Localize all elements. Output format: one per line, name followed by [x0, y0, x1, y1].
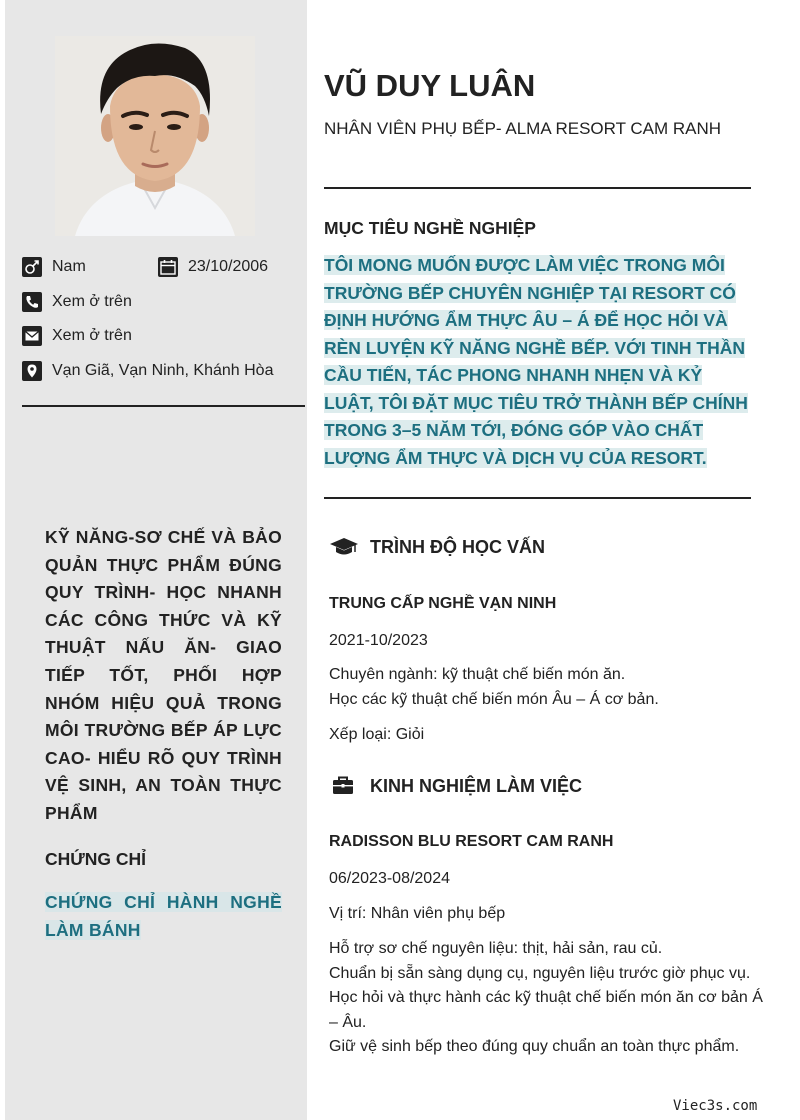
education-heading-label: TRÌNH ĐỘ HỌC VẤN — [370, 536, 545, 557]
experience-duty: Giữ vệ sinh bếp theo đúng quy chuẩn an toàn thực phẩm. — [329, 1038, 740, 1056]
sidebar-divider — [22, 405, 305, 407]
education-major: Chuyên ngành: kỹ thuật chế biến món ăn. — [329, 666, 626, 683]
objective-heading: MỤC TIÊU NGHỀ NGHIỆP — [324, 218, 536, 238]
experience-heading — [329, 774, 582, 798]
candidate-name: VŨ DUY LUÂN — [324, 68, 536, 103]
experience-duty: Hỗ trợ sơ chế nguyên liệu: thịt, hải sản, rau củ. — [329, 940, 663, 957]
header-divider — [324, 187, 751, 189]
education-school: TRUNG CẤP NGHỀ VẠN NINH — [329, 595, 557, 612]
calendar-icon — [158, 257, 178, 277]
objective-text — [324, 252, 754, 472]
watermark: Viec3s.com — [673, 1098, 758, 1114]
experience-company: RADISSON BLU RESORT CAM RANH — [329, 833, 614, 850]
education-heading — [329, 535, 545, 559]
education-grade: Xếp loại: Giỏi — [329, 726, 425, 743]
objective-text-content: TÔI MONG MUỐN ĐƯỢC LÀM VIỆC TRONG MÔI TRƯỜNG BẾP CHUYÊN NGHIỆP TẠI RESORT CÓ ĐỊNH HƯỚNG ẨM THỰC ÂU – Á ĐỂ HỌC HỎI VÀ RÈN LUYỆN KỸ NĂNG NGHỀ BẾP. VỚI TINH THẦN CẦU TIẾN, TÁC PHONG NHANH NHẸN VÀ KỶ LUẬT, TÔI ĐẶT MỤC TIÊU TRỞ THÀNH BẾP CHÍNH TRONG 3–5 NĂM TỚI, ĐÓNG GÓP VÀO CHẤT LƯỢNG ẨM THỰC VÀ DỊCH VỤ CỦA RESORT. — [324, 255, 748, 468]
certificates-heading: CHỨNG CHỈ — [45, 849, 147, 869]
experience-period: 06/2023-08/2024 — [329, 870, 450, 887]
phone-row — [22, 292, 132, 312]
email-row — [22, 326, 132, 346]
address-row — [22, 361, 273, 381]
gender-row — [22, 257, 86, 277]
experience-position: Vị trí: Nhân viên phụ bếp — [329, 905, 506, 922]
job-title: NHÂN VIÊN PHỤ BẾP- ALMA RESORT CAM RANH — [324, 119, 722, 138]
experience-heading-label: KINH NGHIỆM LÀM VIỆC — [370, 775, 583, 796]
email-value: Xem ở trên — [52, 327, 132, 344]
profile-photo — [55, 36, 255, 236]
certificate-item — [45, 889, 282, 944]
experience-duties — [329, 937, 769, 1060]
objective-divider — [324, 497, 751, 499]
birthdate-value: 23/10/2006 — [188, 258, 269, 275]
experience-duty: Học hỏi và thực hành các kỹ thuật chế biến món ăn cơ bản Á – Âu. — [329, 989, 763, 1031]
briefcase-icon — [329, 774, 359, 798]
birthdate-row — [158, 257, 268, 277]
experience-duty: Chuẩn bị sẵn sàng dụng cụ, nguyên liệu trước giờ phục vụ. — [329, 964, 751, 982]
location-pin-icon — [22, 361, 42, 381]
gender-value: Nam — [52, 258, 86, 275]
skills-text: KỸ NĂNG-SƠ CHẾ VÀ BẢO QUẢN THỰC PHẨM ĐÚNG QUY TRÌNH- HỌC NHANH CÁC CÔNG THỨC VÀ KỸ THUẬT NẤU ĂN- GIAO TIẾP TỐT, PHỐI HỢP NHÓM HIỆU QUẢ TRONG MÔI TRƯỜNG BẾP ÁP LỰC CAO- HIỂU RÕ QUY TRÌNH VỆ SINH, AN TOÀN THỰC PHẨM — [45, 527, 282, 823]
gender-icon — [22, 257, 42, 277]
education-study: Học các kỹ thuật chế biến món Âu – Á cơ bản. — [329, 690, 659, 708]
education-details — [329, 663, 769, 712]
graduation-cap-icon — [329, 535, 359, 559]
certificate-item-text: CHỨNG CHỈ HÀNH NGHỀ LÀM BÁNH — [45, 892, 282, 940]
education-period: 2021-10/2023 — [329, 632, 428, 649]
address-value: Vạn Giã, Vạn Ninh, Khánh Hòa — [52, 362, 274, 379]
phone-icon — [22, 292, 42, 312]
email-icon — [22, 326, 42, 346]
phone-value: Xem ở trên — [52, 293, 132, 310]
